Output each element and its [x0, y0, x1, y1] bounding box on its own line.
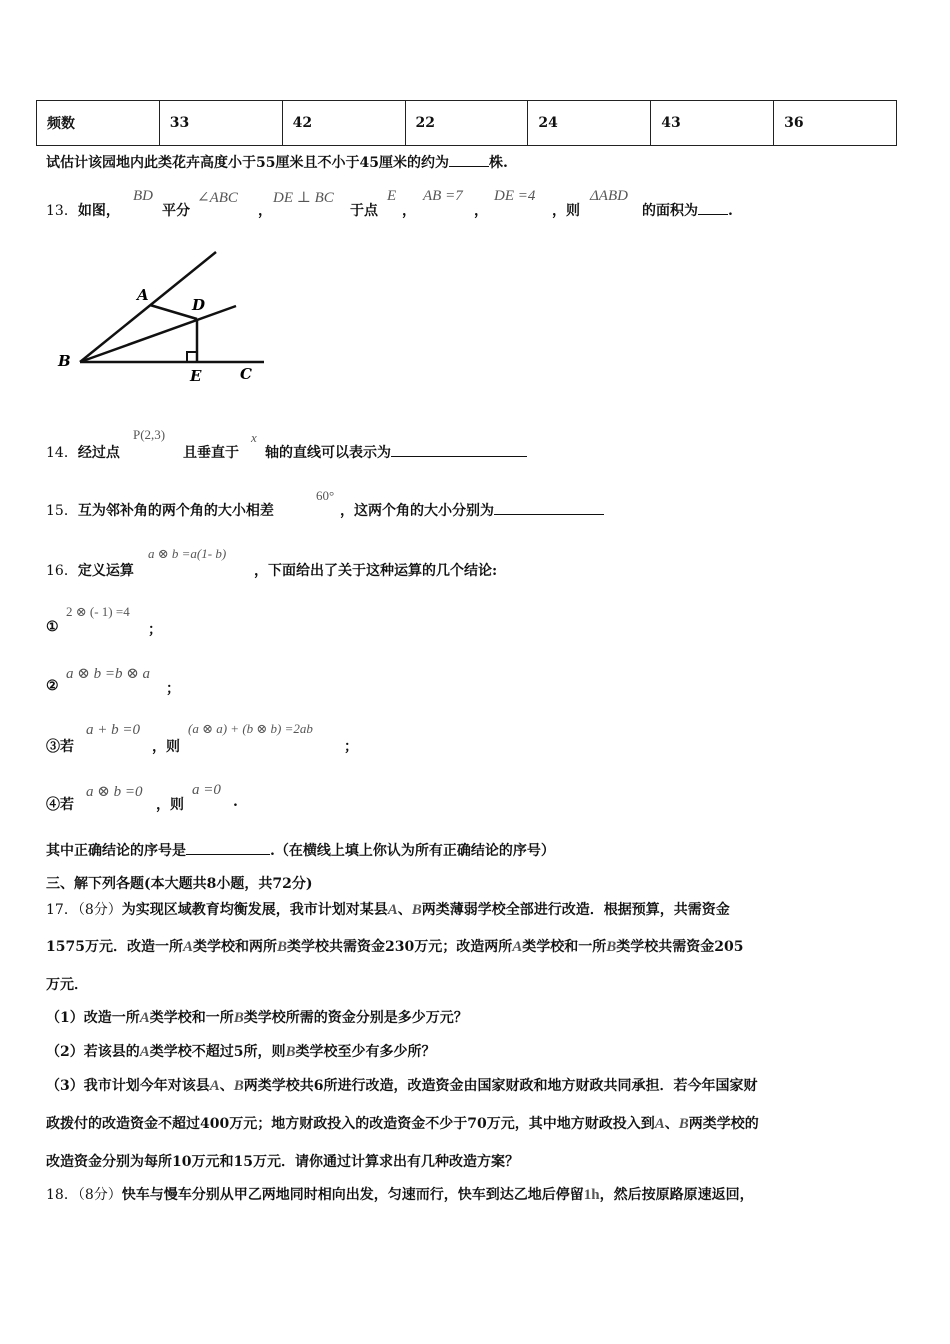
- math-a: A: [139, 1044, 150, 1060]
- label-b: B: [58, 352, 71, 370]
- q13-t6: ，: [474, 203, 488, 219]
- table-cell: 36: [774, 101, 897, 146]
- math-ab-7: AB =7: [423, 188, 463, 204]
- q13-t5: ，: [402, 203, 416, 219]
- answer-blank: [494, 502, 604, 515]
- q12-suffix: 株.: [488, 155, 508, 171]
- question-number: 17．: [46, 902, 78, 918]
- conclusion-3-mark: ③若: [46, 739, 74, 755]
- math-a: A: [512, 939, 523, 955]
- frequency-table: [36, 100, 897, 146]
- math-bd: BD: [133, 188, 153, 204]
- q17-part-3-line-3: 改造资金分别为每所10万元和15万元．请你通过计算求出有几种改造方案？: [46, 1154, 519, 1170]
- math-1h: 1h: [583, 1187, 600, 1203]
- q15-t1: 互为邻补角的两个角的大小相差: [77, 503, 274, 519]
- table-row: [37, 101, 897, 146]
- math-point-p: P(2,3): [133, 427, 166, 442]
- math-angle-abc: ∠ABC: [197, 190, 238, 206]
- table-cell: 43: [651, 101, 774, 146]
- conclusion-3-text: ，则: [152, 739, 180, 755]
- q16-tail: [46, 840, 555, 860]
- answer-blank: [449, 154, 489, 167]
- math-a: A: [654, 1116, 665, 1132]
- conclusion-2-end: ；: [166, 681, 180, 697]
- math-b: B: [678, 1116, 689, 1132]
- math-b: B: [411, 902, 422, 918]
- question-number: 14．: [46, 445, 78, 461]
- math-de-perp-bc: DE ⊥ BC: [273, 190, 334, 206]
- answer-blank: [391, 444, 527, 457]
- q15-text: [46, 500, 274, 520]
- question-number: 18．: [46, 1187, 78, 1203]
- q13-t9: .: [728, 203, 733, 219]
- q17-p1c: 类学校所需的资金分别是多少万元？: [243, 1010, 468, 1026]
- conclusion-1-end: ；: [148, 622, 162, 638]
- q17-l2c: 类学校共需资金230万元；改造两所: [287, 939, 513, 955]
- q17-p2c: 类学校至少有多少所？: [295, 1044, 436, 1060]
- q17-p1b: 类学校和一所: [149, 1010, 234, 1026]
- conclusion-3-math-1: a + b =0: [86, 722, 140, 738]
- q13-t3: ，: [258, 203, 272, 219]
- q17-l1b: 两类薄弱学校全部进行改造．根据预算，共需资金: [421, 902, 730, 918]
- conclusion-2-mark: ②: [46, 678, 59, 694]
- q17-part-3-line-1: [46, 1075, 758, 1095]
- q12-tail: [46, 152, 508, 172]
- q13-t4: 于点: [350, 203, 378, 219]
- q17-l2e: 类学校共需资金205: [616, 939, 744, 955]
- math-b: B: [276, 939, 287, 955]
- math-a: A: [182, 939, 193, 955]
- table-cell: 24: [528, 101, 651, 146]
- math-a: A: [209, 1078, 220, 1094]
- conclusion-4-math-2: a =0: [192, 782, 221, 798]
- q14-t3: 轴的直线可以表示为: [265, 445, 391, 461]
- section-heading: 三、解下列各题(本大题共8小题，共72分): [46, 876, 313, 892]
- q18-t2: ，然后按原路原速返回，: [599, 1187, 754, 1203]
- q16-text: [46, 560, 134, 580]
- math-a: A: [387, 902, 398, 918]
- question-number: 15．: [46, 503, 78, 519]
- q17-part-1: [46, 1007, 468, 1027]
- separator: 、: [219, 1078, 234, 1094]
- q13-tail: [642, 200, 733, 220]
- conclusion-1-math: 2 ⊗ (- 1) =4: [66, 604, 130, 619]
- math-b: B: [285, 1044, 296, 1060]
- q16-tail-1: 其中正确结论的序号是: [46, 843, 186, 859]
- table-label-cell: 频数: [37, 101, 160, 146]
- q17-p2b: 类学校不超过5所，则: [149, 1044, 286, 1060]
- conclusion-4-math-1: a ⊗ b =0: [86, 784, 143, 800]
- q16-t1: 定义运算: [77, 563, 134, 579]
- conclusion-3-math-2: (a ⊗ a) + (b ⊗ b) =2ab: [188, 721, 313, 736]
- q12-text: 试估计该园地内此类花卉高度小于55厘米且不小于45厘米的约为: [46, 155, 449, 171]
- answer-blank: [698, 202, 728, 215]
- label-c: C: [240, 365, 252, 383]
- question-number: 16．: [46, 563, 78, 579]
- answer-blank: [186, 842, 270, 855]
- segment-ad: [150, 305, 197, 319]
- q17-p2a: （2）若该县的: [46, 1044, 140, 1060]
- label-e: E: [190, 367, 202, 385]
- geometry-figure: [40, 240, 280, 390]
- question-number: 13．: [46, 203, 78, 219]
- q17-p3c: 政拨付的改造资金不超过400万元；地方财政投入的改造资金不少于70万元，其中地方财政投入到: [46, 1116, 655, 1132]
- math-b: B: [233, 1078, 244, 1094]
- q16-tail-2: .（在横线上填上你认为所有正确结论的序号）: [270, 843, 555, 859]
- separator: 、: [397, 902, 412, 918]
- conclusion-1-mark: ①: [46, 619, 59, 635]
- math-b: B: [606, 939, 617, 955]
- label-d: D: [192, 296, 206, 314]
- q13-t1: 如图，: [77, 203, 120, 219]
- q16-t2: ，下面给出了关于这种运算的几个结论:: [254, 563, 498, 579]
- q17-line-2: [46, 936, 744, 956]
- q14-tail: [265, 442, 527, 462]
- math-60deg: 60°: [316, 488, 335, 503]
- right-angle-mark: [187, 352, 197, 362]
- q17-p1a: （1）改造一所: [46, 1010, 140, 1026]
- q14-text: [46, 442, 120, 462]
- math-de-4: DE =4: [494, 188, 536, 204]
- ray-bd: [80, 306, 236, 362]
- q13-t2: 平分: [162, 203, 190, 219]
- q17-line-3: 万元．: [46, 977, 88, 993]
- table-cell: 33: [159, 101, 282, 146]
- q14-t2: 且垂直于: [183, 445, 239, 461]
- q13-t8: 的面积为: [642, 203, 698, 219]
- question-score: （8分）: [77, 902, 122, 918]
- table-cell: 22: [405, 101, 528, 146]
- q17-l1a: 为实现区域教育均衡发展，我市计划对某县: [121, 902, 388, 918]
- conclusion-4-mark: ④若: [46, 797, 74, 813]
- q15-tail: [340, 500, 604, 520]
- q17-l2d: 类学校和一所: [522, 939, 607, 955]
- q17-part-2: [46, 1041, 436, 1061]
- conclusion-2-math: a ⊗ b =b ⊗ a: [66, 666, 151, 682]
- label-a: A: [137, 286, 149, 304]
- q17-l2a: 1575万元．改造一所: [46, 939, 183, 955]
- q17-part-3-line-2: [46, 1113, 759, 1133]
- math-definition: a ⊗ b =a(1- b): [148, 546, 227, 561]
- q17-p3a: （3）我市计划今年对该县: [46, 1078, 210, 1094]
- separator: 、: [664, 1116, 679, 1132]
- q15-t2: ，这两个角的大小分别为: [340, 503, 494, 519]
- q17-p3d: 两类学校的: [688, 1116, 759, 1132]
- q13-t7: ，则: [552, 203, 580, 219]
- math-e: E: [387, 188, 397, 204]
- q13-text: [46, 200, 120, 220]
- q14-t1: 经过点: [77, 445, 120, 461]
- math-triangle-abd: ΔABD: [590, 188, 628, 204]
- conclusion-3-end: ；: [344, 739, 358, 755]
- q17-p3b: 两类学校共6所进行改造，改造资金由国家财政和地方财政共同承担．若今年国家财: [243, 1078, 758, 1094]
- math-x: x: [251, 430, 257, 445]
- q18-text: [46, 1184, 754, 1204]
- q18-t1: 快车与慢车分别从甲乙两地同时相向出发，匀速而行，快车到达乙地后停留: [121, 1187, 584, 1203]
- table-cell: 42: [282, 101, 405, 146]
- q17-line-1: [46, 899, 730, 919]
- conclusion-4-text: ，则: [156, 797, 184, 813]
- math-a: A: [139, 1010, 150, 1026]
- math-b: B: [233, 1010, 244, 1026]
- question-score: （8分）: [77, 1187, 122, 1203]
- conclusion-4-end: .: [233, 794, 238, 810]
- q17-l2b: 类学校和两所: [192, 939, 277, 955]
